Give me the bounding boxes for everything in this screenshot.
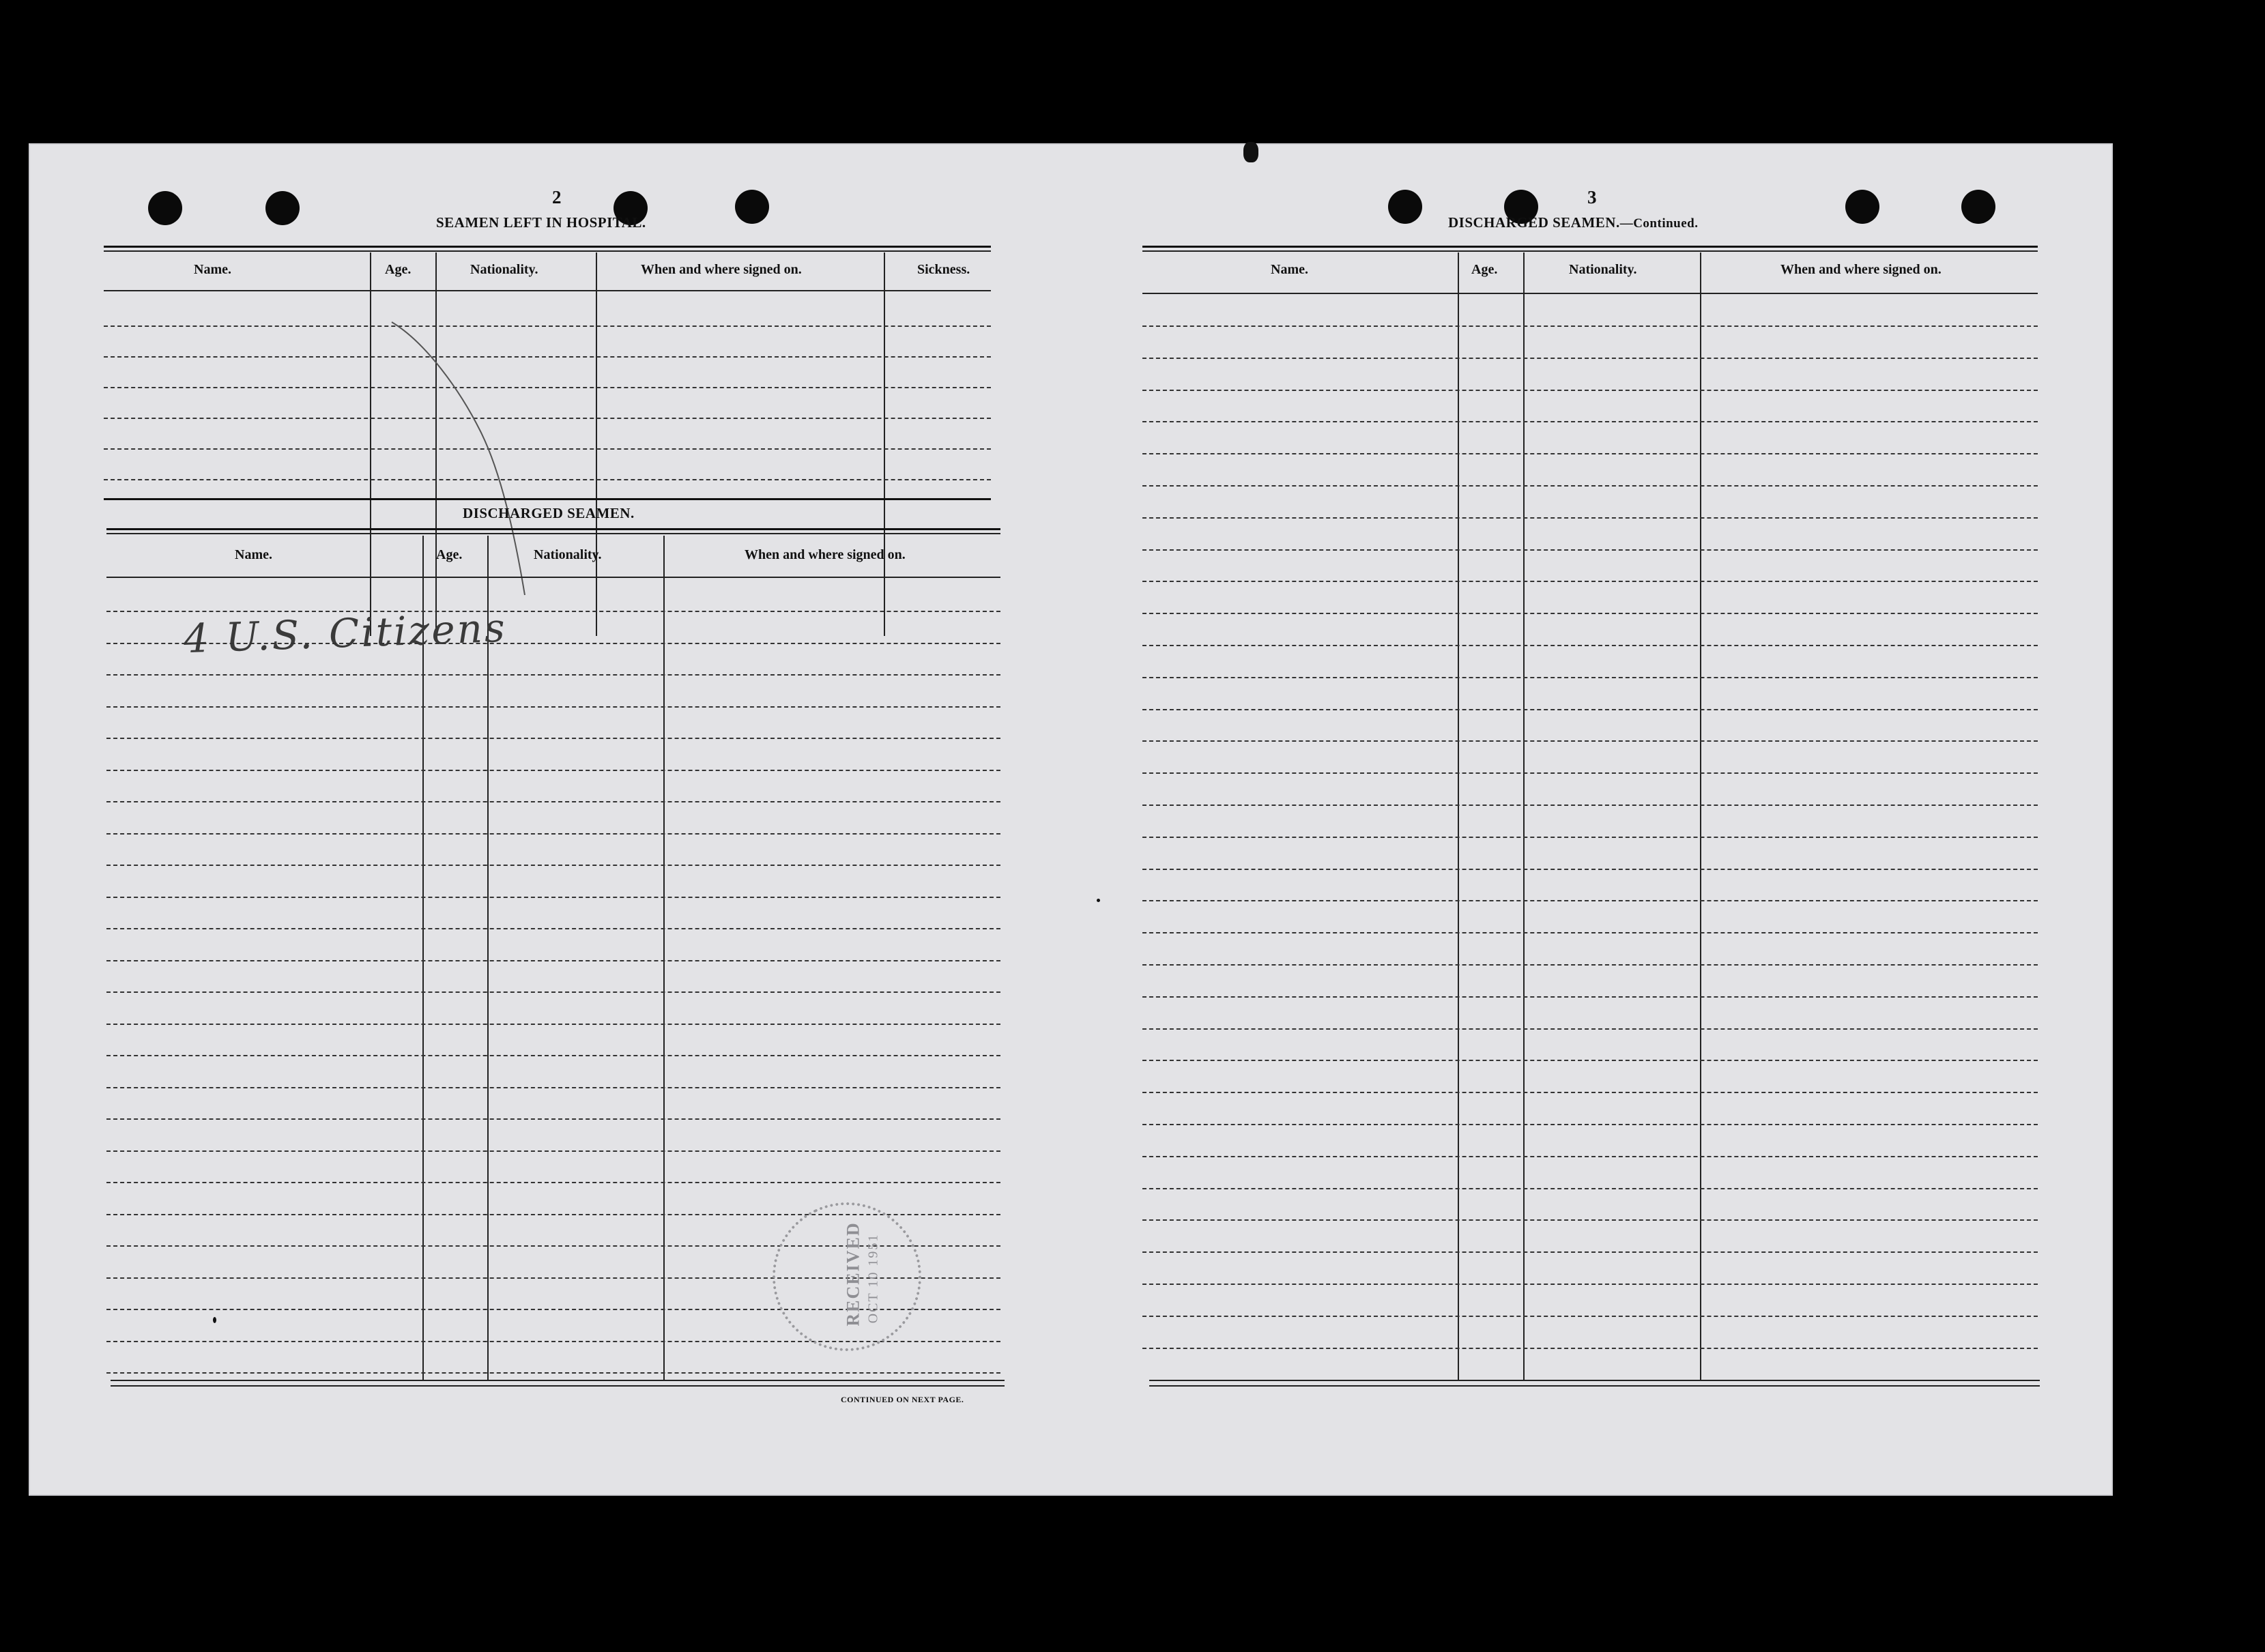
stamp-text: RECEIVED [843,1221,863,1327]
column-divider [487,536,489,1380]
punch-hole [1845,190,1879,224]
entry-line [106,1024,1000,1025]
punch-hole [735,190,769,224]
entry-line [1142,1092,2038,1093]
ink-blot [1243,142,1258,162]
stamp-date: OCT 10 1951 [865,1233,881,1324]
entry-line [1142,1124,2038,1125]
entry-line [106,1150,1000,1152]
entry-line [1142,1251,2038,1253]
entry-line [1142,453,2038,454]
title-main: DISCHARGED SEAMEN. [1448,214,1620,231]
entry-line [106,991,1000,993]
document-sheet [29,143,2113,1496]
cancel-stroke [385,315,556,602]
header-underline [1142,293,2038,294]
entry-line [1142,837,2038,838]
discharged-section-title: DISCHARGED SEAMEN. [463,505,635,521]
column-header-name: Name. [194,262,231,277]
entry-line [1142,549,2038,551]
entry-line [1142,709,2038,710]
entry-line [1142,645,2038,646]
entry-line [1142,485,2038,487]
column-header-signed-on: When and where signed on. [1780,262,1942,277]
column-header-nationality: Nationality. [534,547,602,562]
hospital-section-title: SEAMEN LEFT IN HOSPITAL. [436,214,646,231]
entry-line [106,1055,1000,1056]
title-suffix: —Continued. [1619,216,1699,231]
entry-line [1142,358,2038,359]
table-top-rule [104,246,991,248]
entry-line [106,1087,1000,1088]
entry-line [1142,805,2038,806]
entry-line [106,611,1000,612]
entry-line [106,1118,1000,1120]
entry-line [1142,613,2038,614]
entry-line [106,770,1000,771]
entry-line [106,801,1000,802]
header-underline [106,577,1000,578]
column-header-nationality: Nationality. [1569,262,1637,277]
page-number: 2 [552,187,562,207]
table-bottom-rule [1149,1385,2040,1387]
punch-hole [265,191,300,225]
entry-line [106,897,1000,898]
discharged-continued-title [1448,214,1698,231]
punch-hole [1388,190,1422,224]
header-underline [104,290,991,291]
column-divider [596,252,597,636]
entry-line [1142,421,2038,422]
table-top-rule [1142,246,2038,248]
entry-line [106,1372,1000,1374]
column-header-name: Name. [235,547,272,562]
page-number: 3 [1587,187,1597,207]
table-top-rule [104,250,991,252]
entry-line [1142,1219,2038,1221]
table-top-rule [106,533,1000,534]
entry-line [1142,1348,2038,1349]
punch-hole [148,191,182,225]
continued-note: CONTINUED ON NEXT PAGE. [841,1395,964,1404]
column-divider [422,536,424,1380]
ink-speck [213,1317,216,1323]
column-divider [370,252,371,636]
column-header-name: Name. [1271,262,1308,277]
table-bottom-rule [111,1380,1005,1381]
column-header-sickness: Sickness. [917,262,970,277]
section-rule [104,498,991,500]
column-header-age: Age. [385,262,412,277]
entry-line [106,1182,1000,1183]
entry-line [1142,1316,2038,1317]
ink-speck [1097,899,1100,902]
entry-line [106,833,1000,835]
entry-line [1142,1188,2038,1189]
column-header-signed-on: When and where signed on. [745,547,906,562]
entry-line [1142,1028,2038,1030]
column-divider [663,536,665,1380]
entry-line [1142,869,2038,870]
entry-line [1142,932,2038,933]
punch-hole [1961,190,1995,224]
entry-line [1142,996,2038,998]
column-header-signed-on: When and where signed on. [641,262,802,277]
entry-line [1142,1060,2038,1061]
entry-line [1142,1156,2038,1157]
table-bottom-rule [1149,1380,2040,1381]
entry-line [1142,772,2038,774]
entry-line [1142,390,2038,391]
column-header-age: Age. [1471,262,1498,277]
entry-line [1142,581,2038,582]
column-divider [884,252,885,636]
entry-line [1142,325,2038,327]
handwritten-entry: 4 U.S. Citizens [182,604,508,663]
column-header-nationality: Nationality. [470,262,538,277]
entry-line [106,865,1000,866]
entry-line [1142,964,2038,966]
entry-line [1142,677,2038,678]
table-top-rule [1142,250,2038,252]
entry-line [106,643,1000,644]
entry-line [106,960,1000,961]
entry-line [1142,740,2038,742]
entry-line [106,928,1000,929]
entry-line [1142,517,2038,519]
entry-line [106,706,1000,708]
entry-line [1142,900,2038,901]
table-top-rule [106,528,1000,530]
entry-line [106,738,1000,739]
column-header-age: Age. [436,547,463,562]
entry-line [106,674,1000,676]
table-bottom-rule [111,1385,1005,1387]
entry-line [1142,1284,2038,1285]
